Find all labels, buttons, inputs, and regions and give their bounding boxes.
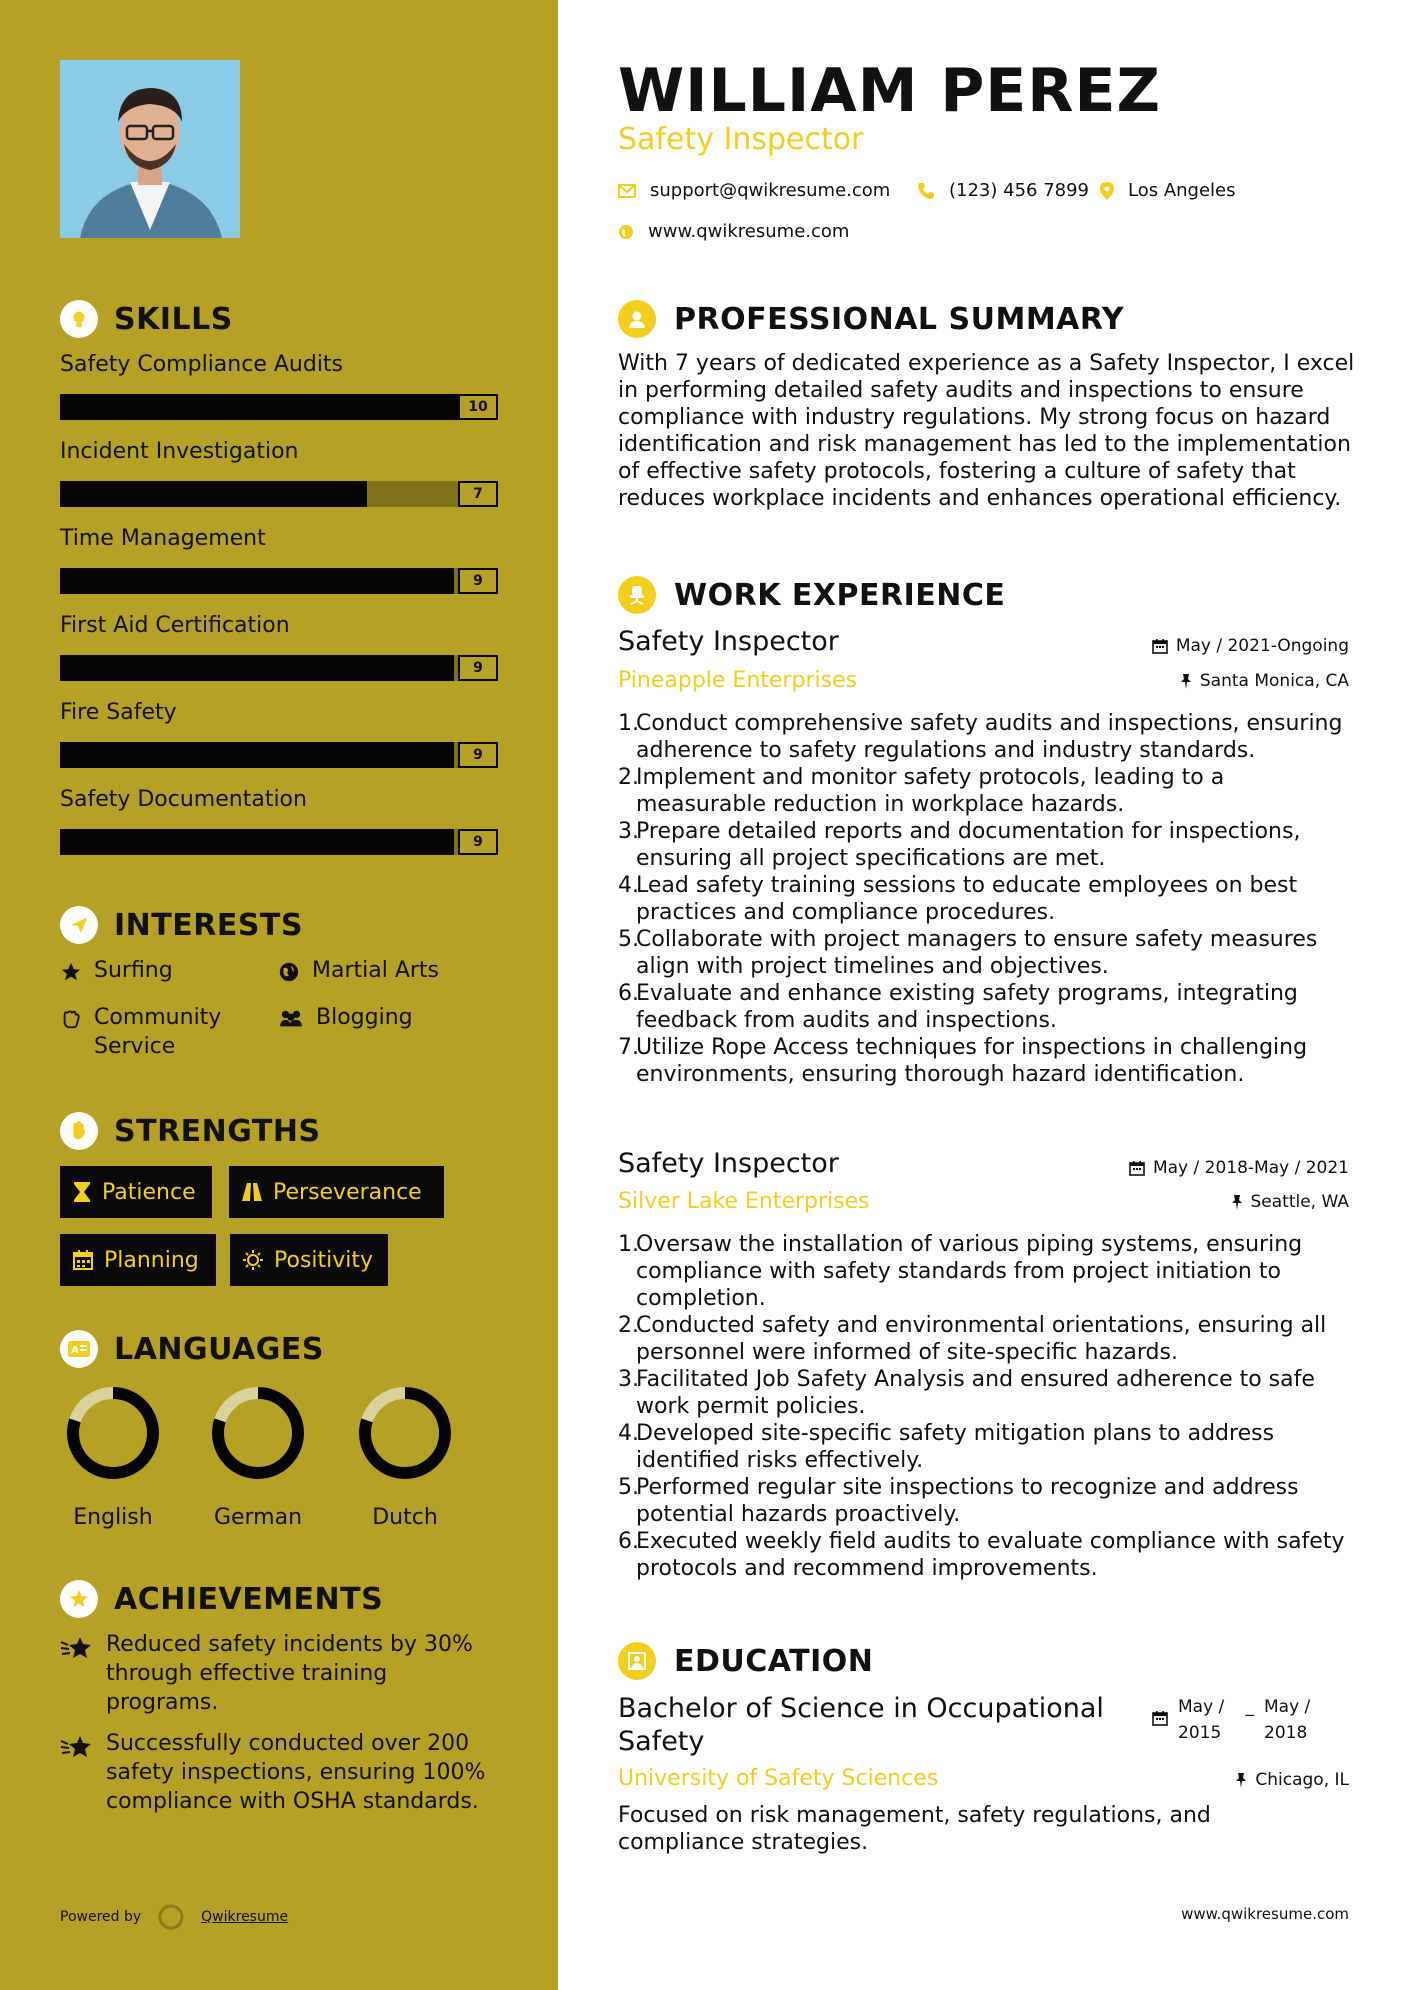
user-icon <box>618 300 656 338</box>
bullet-text: Utilize Rope Access techniques for inspections in challenging environments, ensuring thorough hazard identification. <box>636 1035 1308 1087</box>
skills-header <box>60 300 233 338</box>
interest-label: Surfing <box>94 958 173 983</box>
skill-name: Safety Documentation <box>60 787 307 812</box>
phone-icon <box>917 182 935 200</box>
road-icon <box>241 1181 263 1203</box>
bullet-text: Executed weekly field audits to evaluate compliance with safety protocols and recommend improvements. <box>636 1529 1345 1581</box>
email-text: support@qwikresume.com <box>650 180 891 201</box>
skill-item <box>60 439 498 507</box>
skill-item <box>60 613 498 681</box>
calendar-icon <box>1129 1160 1145 1176</box>
hand-icon <box>60 1008 82 1030</box>
language-item <box>203 1385 313 1530</box>
skill-bar <box>60 742 498 768</box>
list-item: 1. Conduct comprehensive safety audits and inspections, ensuring adherence to safety regulations and industry standards. <box>618 710 1358 764</box>
skill-name: Time Management <box>60 526 266 551</box>
skill-bar-fill <box>60 568 454 594</box>
skill-bar-fill <box>60 829 454 855</box>
graduate-icon <box>618 1642 656 1680</box>
star-icon <box>60 961 82 983</box>
summary-text: With 7 years of dedicated experience as a Safety Inspector, I excel in performing detailed safety audits and inspections to ensure compliance with industry regulations. My strong focus on hazard identification and risk management has led to the implementation of effective safety protocols, fostering a culture of safety that reduces workplace incidents and enhances operational efficiency. <box>618 351 1355 511</box>
office-chair-icon <box>618 576 656 614</box>
language-name: Dutch <box>372 1505 438 1530</box>
list-item: 2. Conducted safety and environmental orientations, ensuring all personnel were informed of site-specific hazards. <box>618 1312 1358 1366</box>
summary-title: PROFESSIONAL SUMMARY <box>674 301 1125 337</box>
education-end-date: May / 2018 <box>1264 1697 1311 1743</box>
education-location-text: Chicago, IL <box>1255 1770 1349 1790</box>
education-description: Focused on risk management, safety regulations, and compliance strategies. <box>618 1803 1211 1855</box>
education-location <box>1235 1770 1349 1790</box>
pushpin-icon <box>1180 673 1192 689</box>
calendar-icon <box>72 1249 94 1271</box>
interests-header <box>60 906 303 944</box>
job-company: Pineapple Enterprises <box>618 668 858 693</box>
interest-item <box>278 956 498 985</box>
job-location <box>1180 671 1349 691</box>
language-name: English <box>73 1505 153 1530</box>
website-text: www.qwikresume.com <box>648 221 850 242</box>
language-item <box>350 1385 460 1530</box>
bullet-text: Evaluate and enhance existing safety programs, integrating feedback from audits and inspections. <box>636 981 1298 1033</box>
interest-item <box>278 1003 498 1032</box>
bullet-text: Performed regular site inspections to recognize and address potential hazards proactively. <box>636 1475 1299 1527</box>
skill-bar-fill <box>60 655 454 681</box>
skill-name: Safety Compliance Audits <box>60 352 344 377</box>
hand-icon <box>60 1112 98 1150</box>
envelope-icon <box>618 184 636 198</box>
skill-name: First Aid Certification <box>60 613 290 638</box>
skill-item <box>60 352 498 420</box>
powered-by <box>60 1903 288 1931</box>
language-ring <box>357 1385 453 1481</box>
bullet-text: Conduct comprehensive safety audits and inspections, ensuring adherence to safety regulations and industry standards. <box>636 711 1343 763</box>
school-name: University of Safety Sciences <box>618 1766 939 1791</box>
skill-bar <box>60 829 498 855</box>
experience-title: WORK EXPERIENCE <box>674 577 1006 613</box>
skill-value: 7 <box>458 481 498 507</box>
pushpin-icon <box>1235 1772 1247 1788</box>
education-start-date: May / 2015 <box>1178 1697 1225 1743</box>
job-bullets <box>618 1231 1358 1582</box>
interest-label: Martial Arts <box>312 958 440 983</box>
achievements-title: ACHIEVEMENTS <box>114 1581 384 1617</box>
experience-header <box>618 576 1005 614</box>
strength-label: Perseverance <box>273 1179 422 1205</box>
bullet-text: Implement and monitor safety protocols, leading to a measurable reduction in workplace hazards. <box>636 765 1225 817</box>
map-pin-icon <box>1100 182 1114 200</box>
language-ring <box>65 1385 161 1481</box>
skill-item <box>60 700 498 768</box>
bullet-text: Prepare detailed reports and documentation for inspections, ensuring all project specifications are met. <box>636 819 1301 871</box>
interest-item <box>60 956 260 985</box>
paper-plane-icon <box>60 906 98 944</box>
achievement-text: Reduced safety incidents by 30% through effective training programs. <box>106 1632 473 1715</box>
interest-item <box>60 1003 260 1061</box>
skill-value: 9 <box>458 742 498 768</box>
language-name: German <box>213 1505 303 1530</box>
skill-bar <box>60 481 498 507</box>
qwikresume-logo-icon <box>157 1903 185 1931</box>
pushpin-icon <box>1231 1194 1243 1210</box>
list-item: 3. Prepare detailed reports and documentation for inspections, ensuring all project specifications are met. <box>618 818 1358 872</box>
list-item: 5. Collaborate with project managers to ensure safety measures align with project timelines and objectives. <box>618 926 1358 980</box>
globe-icon <box>618 224 634 240</box>
job-location-text: Seattle, WA <box>1250 1192 1349 1212</box>
footer-website: www.qwikresume.com <box>1181 1905 1349 1923</box>
skill-bar <box>60 394 498 420</box>
list-item: 4. Lead safety training sessions to educate employees on best practices and compliance procedures. <box>618 872 1358 926</box>
sidebar <box>0 0 558 1990</box>
bullet-text: Conducted safety and environmental orientations, ensuring all personnel were informed of site-specific hazards. <box>636 1313 1327 1365</box>
bullet-text: Oversaw the installation of various piping systems, ensuring compliance with safety standards from project initiation to completion. <box>636 1232 1303 1311</box>
strengths-header <box>60 1112 321 1150</box>
strength-label: Positivity <box>274 1247 374 1273</box>
star-badge-icon <box>60 1580 98 1618</box>
job-location <box>1231 1192 1350 1212</box>
date-separator: _ <box>1245 1697 1254 1717</box>
skill-bar <box>60 568 498 594</box>
job-date-text: May / 2018-May / 2021 <box>1152 1158 1349 1178</box>
skill-bar <box>60 655 498 681</box>
strength-tag <box>229 1166 444 1218</box>
job-title: Safety Inspector <box>618 1148 839 1179</box>
education-date <box>1152 1694 1324 1746</box>
location-text: Los Angeles <box>1128 180 1236 201</box>
list-item: 3. Facilitated Job Safety Analysis and ensured adherence to safe work permit policies. <box>618 1366 1358 1420</box>
strength-label: Planning <box>104 1247 199 1273</box>
hourglass-icon <box>72 1181 92 1203</box>
email-contact <box>618 180 890 201</box>
strength-tag <box>230 1234 388 1286</box>
list-item: 6. Evaluate and enhance existing safety programs, integrating feedback from audits and inspections. <box>618 980 1358 1034</box>
lightbulb-icon <box>60 300 98 338</box>
skill-name: Fire Safety <box>60 700 177 725</box>
phone-contact <box>917 180 1089 201</box>
calendar-icon <box>1152 1710 1168 1726</box>
powered-by-label: Powered by <box>60 1909 142 1925</box>
skill-value: 9 <box>458 829 498 855</box>
profile-photo <box>60 60 240 238</box>
education-title: EDUCATION <box>674 1643 874 1679</box>
strength-tag <box>60 1234 216 1286</box>
achievement-item <box>60 1630 500 1717</box>
language-ring <box>210 1385 306 1481</box>
bullet-text: Developed site-specific safety mitigation plans to address identified risks effectively. <box>636 1421 1275 1473</box>
skill-item <box>60 787 498 855</box>
list-item: 5. Performed regular site inspections to recognize and address potential hazards proactively. <box>618 1474 1358 1528</box>
language-card-icon <box>60 1330 98 1368</box>
achievement-text: Successfully conducted over 200 safety inspections, ensuring 100% compliance with OSHA standards. <box>106 1731 486 1814</box>
strengths-title: STRENGTHS <box>114 1113 321 1149</box>
skill-value: 9 <box>458 568 498 594</box>
job-company: Silver Lake Enterprises <box>618 1189 870 1214</box>
strength-label: Patience <box>102 1179 196 1205</box>
interest-label: Community Service <box>94 1005 222 1059</box>
summary-header <box>618 300 1124 338</box>
achievements-header <box>60 1580 383 1618</box>
candidate-role: Safety Inspector <box>618 122 864 157</box>
interests-title: INTERESTS <box>114 907 303 943</box>
location-contact <box>1100 180 1236 201</box>
job-bullets <box>618 710 1358 1088</box>
skill-name: Incident Investigation <box>60 439 299 464</box>
qwikresume-link[interactable]: Qwikresume <box>201 1909 289 1925</box>
job-date <box>1129 1158 1349 1178</box>
phone-text: (123) 456 7899 <box>949 180 1090 201</box>
website-contact <box>618 221 849 242</box>
globe-icon <box>278 961 300 983</box>
job-location-text: Santa Monica, CA <box>1199 671 1349 691</box>
sun-icon <box>242 1249 264 1271</box>
skill-bar-fill <box>60 481 367 507</box>
job-date-text: May / 2021-Ongoing <box>1175 636 1349 656</box>
language-item <box>58 1385 168 1530</box>
bullet-text: Facilitated Job Safety Analysis and ensured adherence to safe work permit policies. <box>636 1367 1315 1419</box>
svg-text:A: A <box>71 1345 79 1356</box>
strength-tag <box>60 1166 212 1218</box>
bullet-text: Collaborate with project managers to ensure safety measures align with project timelines and objectives. <box>636 927 1318 979</box>
list-item: 4. Developed site-specific safety mitigation plans to address identified risks effectively. <box>618 1420 1358 1474</box>
candidate-name: WILLIAM PEREZ <box>618 56 1161 126</box>
skill-item <box>60 526 498 594</box>
calendar-icon <box>1152 638 1168 654</box>
shooting-star-icon <box>60 1733 94 1759</box>
bullet-text: Lead safety training sessions to educate employees on best practices and compliance procedures. <box>636 873 1298 925</box>
list-item: 2. Implement and monitor safety protocols, leading to a measurable reduction in workplace hazards. <box>618 764 1358 818</box>
users-icon <box>278 1008 304 1030</box>
achievement-item <box>60 1729 500 1816</box>
shooting-star-icon <box>60 1634 94 1660</box>
languages-title: LANGUAGES <box>114 1331 324 1367</box>
list-item: 1. Oversaw the installation of various piping systems, ensuring compliance with safety standards from project initiation to completion. <box>618 1231 1358 1312</box>
skills-title: SKILLS <box>114 301 233 337</box>
degree-title: Bachelor of Science in Occupational Safety <box>618 1693 1104 1757</box>
skill-value: 10 <box>458 394 498 420</box>
skill-value: 9 <box>458 655 498 681</box>
interest-label: Blogging <box>316 1005 413 1030</box>
languages-header <box>60 1330 324 1368</box>
job-date <box>1152 636 1349 656</box>
job-title: Safety Inspector <box>618 626 839 657</box>
skill-bar-fill <box>60 742 454 768</box>
list-item: 7. Utilize Rope Access techniques for inspections in challenging environments, ensuring thorough hazard identification. <box>618 1034 1358 1088</box>
skill-bar-fill <box>60 394 498 420</box>
list-item: 6. Executed weekly field audits to evaluate compliance with safety protocols and recommend improvements. <box>618 1528 1358 1582</box>
education-header <box>618 1642 873 1680</box>
